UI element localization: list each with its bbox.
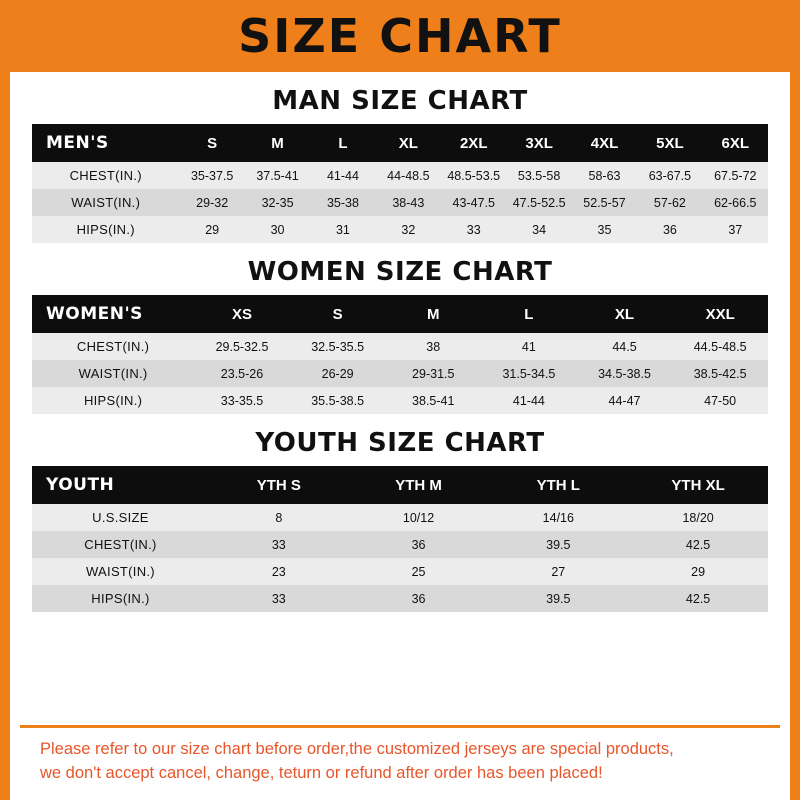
table-cell: 37 xyxy=(728,222,743,237)
table-cell: 33 xyxy=(271,537,286,552)
table-cell: 32.5-35.5 xyxy=(311,339,365,354)
column-header: 2XL xyxy=(459,134,488,152)
column-header: XXL xyxy=(705,305,735,323)
table-row xyxy=(32,558,768,585)
table-cell: 8 xyxy=(275,510,283,525)
banner-title: SIZE CHART xyxy=(238,9,562,63)
column-header: XL xyxy=(614,305,635,323)
table-cell: 29.5-32.5 xyxy=(215,339,269,354)
footer-note xyxy=(20,725,780,800)
table-cell: 10/12 xyxy=(402,510,435,525)
column-header: WOMEN'S xyxy=(46,304,143,324)
table-youth xyxy=(32,466,768,612)
table-cell: 33-35.5 xyxy=(220,393,264,408)
table-man xyxy=(32,124,768,243)
row-header: CHEST(IN.) xyxy=(84,537,157,552)
table-cell: 35-37.5 xyxy=(190,168,234,183)
section-women xyxy=(10,257,790,414)
section-youth xyxy=(10,428,790,612)
table-cell: 29 xyxy=(205,222,220,237)
table-cell: 48.5-53.5 xyxy=(447,168,501,183)
column-header: XL xyxy=(398,134,418,152)
column-header: YOUTH xyxy=(46,475,115,495)
table-body-women xyxy=(32,333,768,414)
column-header: M xyxy=(271,134,284,152)
table-cell: 14/16 xyxy=(542,510,574,525)
table-cell: 39.5 xyxy=(546,537,571,552)
table-cell: 39.5 xyxy=(546,591,571,606)
column-header: L xyxy=(524,305,534,323)
table-cell: 30 xyxy=(270,222,285,237)
table-body-man xyxy=(32,162,768,243)
row-header: HIPS(IN.) xyxy=(91,591,150,606)
column-header: YTH XL xyxy=(671,476,725,494)
table-cell: 25 xyxy=(411,564,426,579)
row-header: WAIST(IN.) xyxy=(78,366,148,381)
table-header-women xyxy=(32,295,768,333)
table-cell: 35-38 xyxy=(326,195,359,210)
table-cell: 38-43 xyxy=(392,195,425,210)
table-cell: 36 xyxy=(411,591,426,606)
footer-note-line-2: we don't accept cancel, change, teturn or refund after order has been placed! xyxy=(40,764,603,783)
table-cell: 35 xyxy=(597,222,612,237)
column-header: MEN'S xyxy=(46,133,109,153)
table-cell: 44.5-48.5 xyxy=(693,339,747,354)
table-row xyxy=(32,360,768,387)
table-cell: 41-44 xyxy=(512,393,545,408)
table-women xyxy=(32,295,768,414)
table-cell: 52.5-57 xyxy=(583,195,626,210)
table-cell: 33 xyxy=(271,591,286,606)
column-header: XS xyxy=(231,305,252,323)
table-cell: 37.5-41 xyxy=(256,168,299,183)
section-title-man: MAN SIZE CHART xyxy=(272,86,528,116)
column-header: L xyxy=(338,134,348,152)
table-cell: 41 xyxy=(521,339,536,354)
table-header-row xyxy=(32,124,768,162)
table-cell: 67.5-72 xyxy=(714,168,757,183)
table-cell: 42.5 xyxy=(685,591,711,606)
footer-note-line-1: Please refer to our size chart before order,the customized jerseys are special products, xyxy=(40,740,674,759)
table-cell: 44.5 xyxy=(612,339,637,354)
table-row xyxy=(32,216,768,243)
row-header: HIPS(IN.) xyxy=(83,393,143,408)
table-body-youth xyxy=(32,504,768,612)
row-header: WAIST(IN.) xyxy=(71,195,141,210)
table-cell: 58-63 xyxy=(588,168,621,183)
column-header: S xyxy=(207,134,218,152)
table-cell: 47.5-52.5 xyxy=(512,195,566,210)
table-cell: 62-66.5 xyxy=(714,195,757,210)
table-cell: 23 xyxy=(271,564,286,579)
banner xyxy=(0,0,800,72)
row-header: HIPS(IN.) xyxy=(76,222,135,237)
table-header-row xyxy=(32,295,768,333)
table-cell: 31.5-34.5 xyxy=(502,366,556,381)
column-header: 3XL xyxy=(525,134,553,152)
table-cell: 44-48.5 xyxy=(387,168,430,183)
column-header: M xyxy=(427,305,440,323)
table-cell: 29-31.5 xyxy=(412,366,455,381)
table-cell: 42.5 xyxy=(685,537,711,552)
row-header: CHEST(IN.) xyxy=(76,339,150,354)
row-header: WAIST(IN.) xyxy=(85,564,155,579)
table-row xyxy=(32,531,768,558)
table-header-youth xyxy=(32,466,768,504)
section-man xyxy=(10,86,790,243)
table-cell: 32-35 xyxy=(261,195,294,210)
column-header: 5XL xyxy=(656,134,684,152)
table-cell: 38.5-42.5 xyxy=(693,366,747,381)
table-cell: 38 xyxy=(426,339,441,354)
section-title-women: WOMEN SIZE CHART xyxy=(247,257,553,287)
table-row xyxy=(32,189,768,216)
table-cell: 43-47.5 xyxy=(452,195,495,210)
table-row xyxy=(32,333,768,360)
table-header-man xyxy=(32,124,768,162)
table-cell: 29-32 xyxy=(196,195,229,210)
table-header-row xyxy=(32,466,768,504)
table-cell: 33 xyxy=(466,222,481,237)
table-row xyxy=(32,387,768,414)
table-cell: 32 xyxy=(401,222,416,237)
table-cell: 36 xyxy=(411,537,426,552)
table-cell: 34 xyxy=(532,222,547,237)
table-cell: 27 xyxy=(551,564,566,579)
table-cell: 36 xyxy=(662,222,677,237)
table-cell: 47-50 xyxy=(704,393,737,408)
table-cell: 35.5-38.5 xyxy=(311,393,365,408)
section-title-youth: YOUTH SIZE CHART xyxy=(255,428,545,458)
table-row xyxy=(32,504,768,531)
table-cell: 23.5-26 xyxy=(220,366,264,381)
table-cell: 63-67.5 xyxy=(648,168,692,183)
table-cell: 18/20 xyxy=(682,510,714,525)
table-cell: 26-29 xyxy=(321,366,354,381)
table-cell: 57-62 xyxy=(653,195,686,210)
table-cell: 41-44 xyxy=(326,168,359,183)
table-cell: 53.5-58 xyxy=(517,168,561,183)
row-header: CHEST(IN.) xyxy=(69,168,142,183)
table-cell: 31 xyxy=(335,222,350,237)
column-header: YTH L xyxy=(536,476,580,494)
column-header: 4XL xyxy=(590,134,619,152)
column-header: 6XL xyxy=(721,134,750,152)
column-header: YTH M xyxy=(395,476,442,494)
table-cell: 38.5-41 xyxy=(412,393,455,408)
column-header: YTH S xyxy=(256,476,301,494)
table-cell: 29 xyxy=(691,564,706,579)
table-row xyxy=(32,162,768,189)
row-header: U.S.SIZE xyxy=(92,510,149,525)
table-cell: 44-47 xyxy=(608,393,641,408)
column-header: S xyxy=(332,305,343,323)
table-row xyxy=(32,585,768,612)
table-cell: 34.5-38.5 xyxy=(598,366,651,381)
